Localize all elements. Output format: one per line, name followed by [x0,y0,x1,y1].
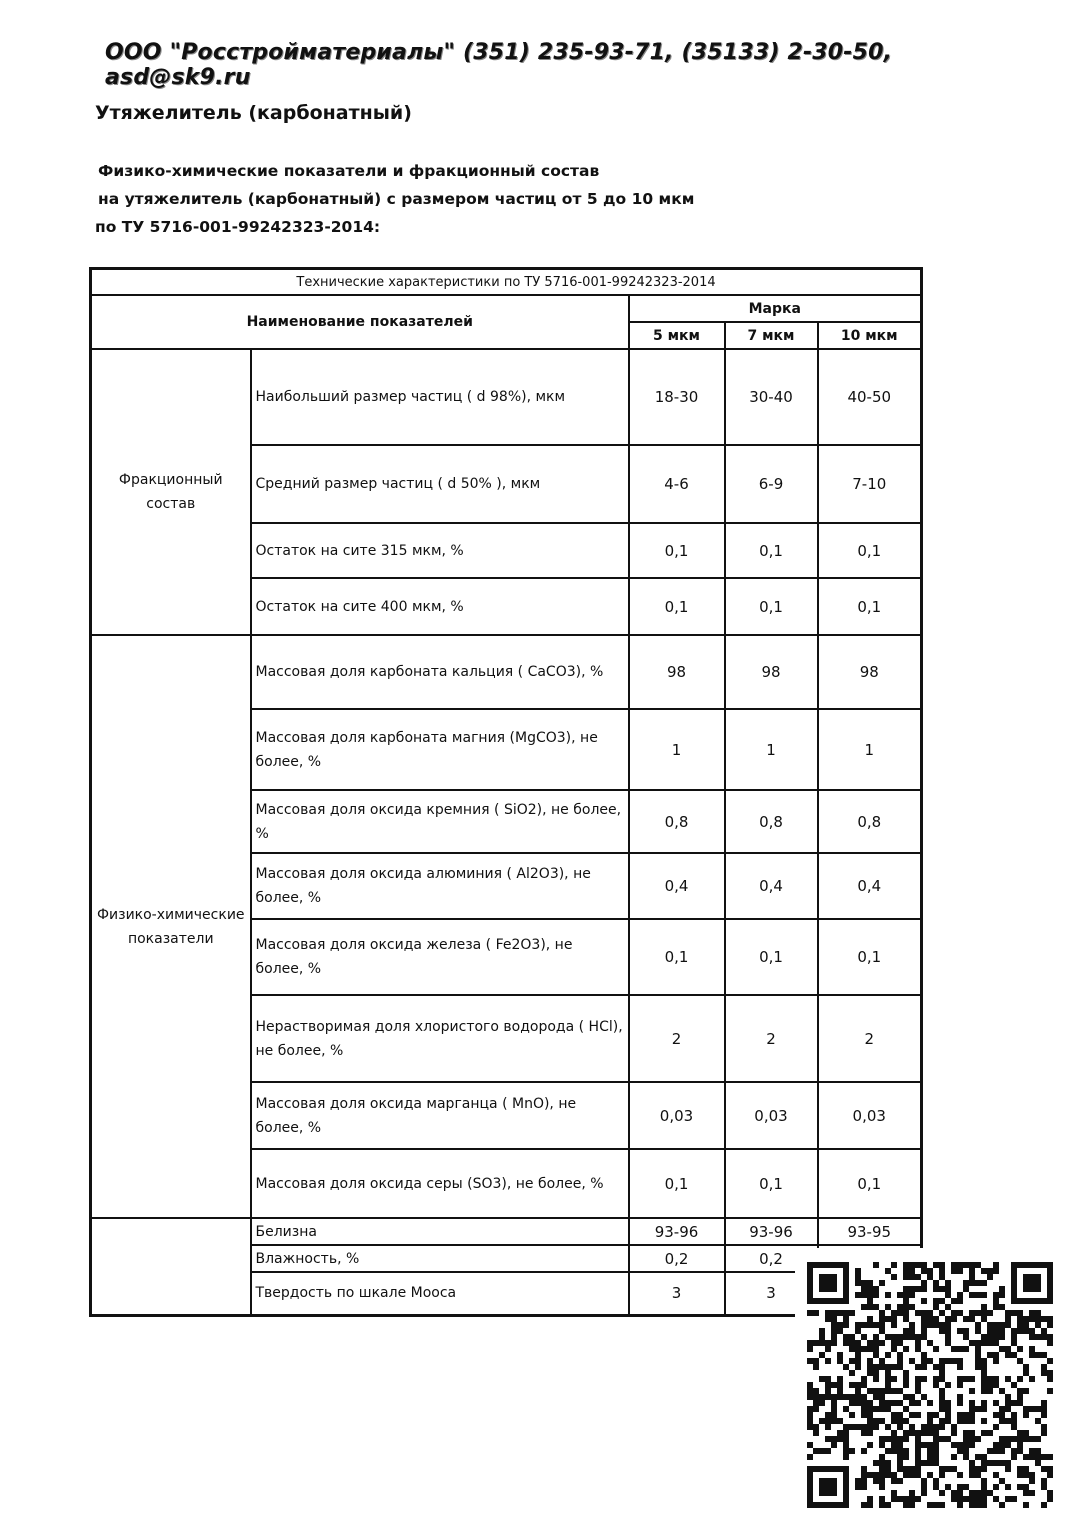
value-cell: 0,2 [725,1245,818,1272]
value-cell: 4-6 [629,445,725,523]
value-cell: 1 [725,709,818,790]
param-name: Остаток на сите 400 мкм, % [251,578,629,635]
value-cell: 1 [629,709,725,790]
value-cell: 98 [629,635,725,709]
value-cell: 0,1 [818,578,922,635]
value-cell: 18-30 [629,349,725,445]
value-cell: 3 [725,1272,818,1315]
grade-10-header: 10 мкм [818,322,922,349]
qr-code [795,1248,1060,1536]
value-cell: 0,1 [629,578,725,635]
spec-table [89,267,923,1317]
value-cell: 2 [629,995,725,1082]
param-name: Массовая доля оксида железа ( Fe2O3), не более, % [251,919,629,995]
table-row [91,635,922,709]
table-row [91,1218,922,1245]
value-cell: 0,4 [818,853,922,919]
value-cell: 0,1 [818,523,922,578]
param-name: Нерастворимая доля хлористого водорода ( HCl), не более, % [251,995,629,1082]
document-subtitle-line-2: на утяжелитель (карбонатный) с размером частиц от 5 до 10 мкм [98,190,695,208]
value-cell: 0,1 [725,919,818,995]
value-cell: 0,4 [629,853,725,919]
document-subtitle-line-1: Физико-химические показатели и фракционный состав [98,162,600,180]
value-cell: 0,1 [629,523,725,578]
value-cell: 2 [725,995,818,1082]
value-cell: 6-9 [725,445,818,523]
value-cell: 0,03 [629,1082,725,1149]
grade-header: Марка [629,295,922,322]
name-column-header: Наименование показателей [91,295,629,349]
grade-5-header: 5 мкм [629,322,725,349]
value-cell: 3 [629,1272,725,1315]
value-cell: 2 [818,995,922,1082]
value-cell: 0,1 [725,578,818,635]
grade-7-header: 7 мкм [725,322,818,349]
group-physchem-label: Физико-химические показатели [91,635,251,1218]
param-name: Массовая доля карбоната магния (MgCO3), не более, % [251,709,629,790]
document-subtitle-line-3: по ТУ 5716-001-99242323-2014: [95,218,381,236]
param-name: Твердость по шкале Мооса [251,1272,629,1315]
value-cell: 0,8 [818,790,922,853]
company-contact-header: ООО "Росстройматериалы" (351) 235-93-71, (35133) 2-30-50, asd@sk9.ru [105,40,893,90]
value-cell: 1 [818,709,922,790]
value-cell: 0,03 [818,1082,922,1149]
value-cell: 7-10 [818,445,922,523]
value-cell: 0,1 [818,919,922,995]
param-name: Массовая доля оксида алюминия ( Al2O3), не более, % [251,853,629,919]
value-cell: 0,1 [818,1149,922,1218]
value-cell: 93-96 [629,1218,725,1245]
param-name: Массовая доля оксида серы (SO3), не более, % [251,1149,629,1218]
param-name: Массовая доля оксида кремния ( SiO2), не более, % [251,790,629,853]
param-name: Остаток на сите 315 мкм, % [251,523,629,578]
param-name: Наибольший размер частиц ( d 98%), мкм [251,349,629,445]
value-cell: 98 [725,635,818,709]
param-name: Белизна [251,1218,629,1245]
value-cell: 0,4 [725,853,818,919]
empty-group-cell [91,1218,251,1315]
value-cell: 0,1 [629,1149,725,1218]
value-cell: 0,8 [725,790,818,853]
document-title: Утяжелитель (карбонатный) [95,102,412,124]
value-cell: 0,2 [629,1245,725,1272]
value-cell: 93-96 [725,1218,818,1245]
value-cell: 98 [818,635,922,709]
value-cell: 93-95 [818,1218,922,1245]
value-cell: 0,8 [629,790,725,853]
param-name: Влажность, % [251,1245,629,1272]
value-cell: 0,1 [725,523,818,578]
value-cell: 0,1 [725,1149,818,1218]
value-cell: 30-40 [725,349,818,445]
table-row [91,349,922,445]
group-fraction-label: Фракционный состав [91,349,251,635]
value-cell: 0,03 [725,1082,818,1149]
table-caption: Технические характеристики по ТУ 5716-001-99242323-2014 [91,269,922,296]
param-name: Массовая доля карбоната кальция ( CaCO3), % [251,635,629,709]
value-cell: 40-50 [818,349,922,445]
param-name: Массовая доля оксида марганца ( MnO), не более, % [251,1082,629,1149]
value-cell: 0,1 [629,919,725,995]
param-name: Средний размер частиц ( d 50% ), мкм [251,445,629,523]
